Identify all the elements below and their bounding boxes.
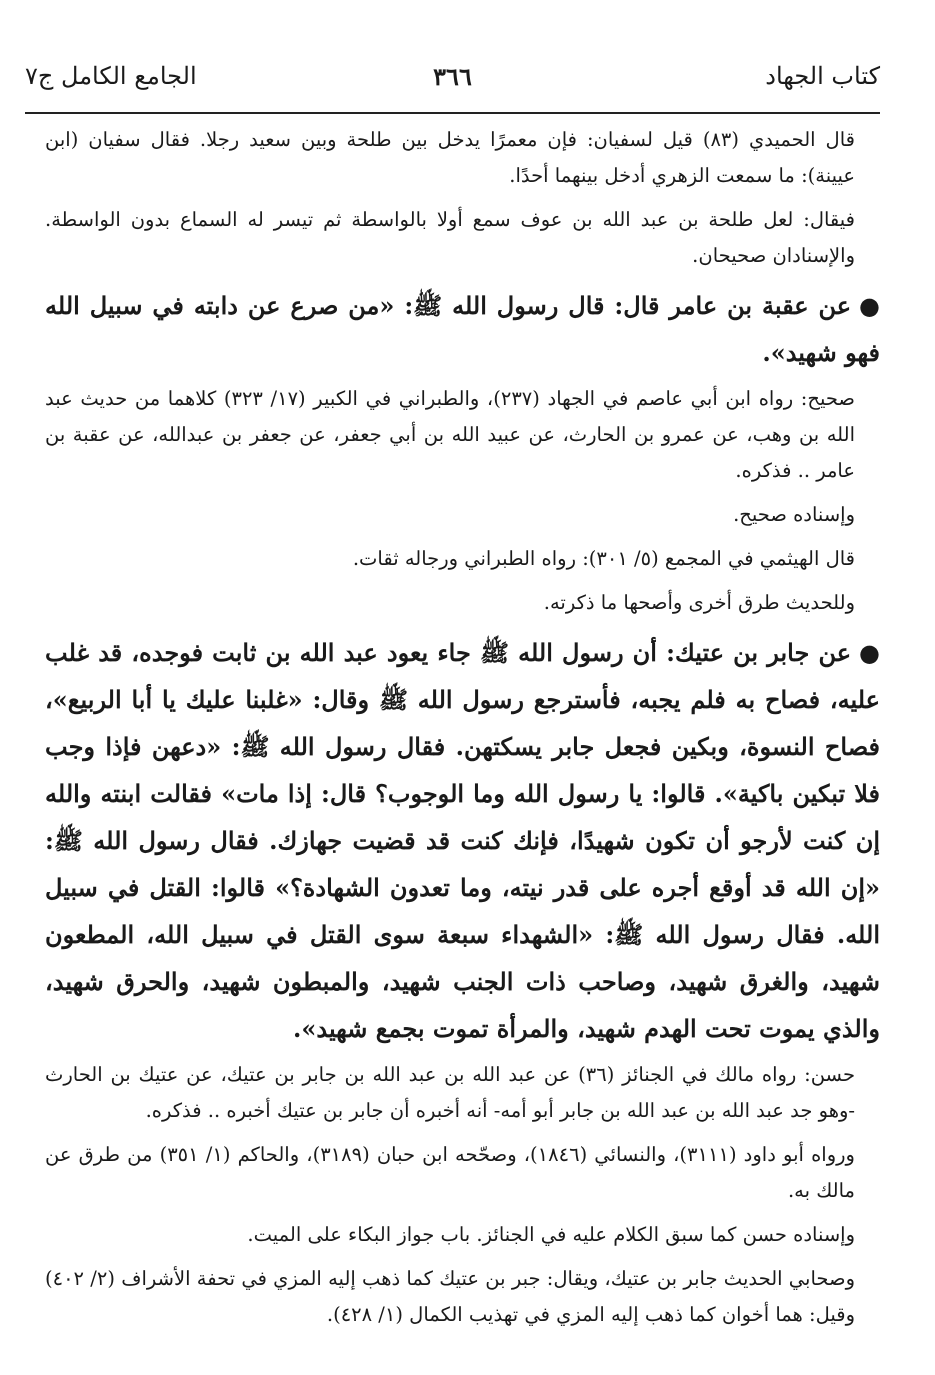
header-divider [25,112,880,114]
book-title: الجامع الكامل ج٧ [25,62,197,90]
paragraph-text: عن عقبة بن عامر قال: قال رسول الله ﷺ: «من صرع عن دابته في سبيل الله فهو شهيد». [45,291,880,367]
paragraph-text: صحيح: رواه ابن أبي عاصم في الجهاد (٢٣٧)، والطبراني في الكبير (١٧/ ٣٢٣) كلاهما من حديث عبد الله بن وهب، عن عمرو بن الحارث، عن عبيد الله بن أبي جعفر، عن جعفر بن عبدالله، عن عقبة بن عامر .. فذكره. [45,387,855,482]
paragraph [45,497,880,533]
paragraph [45,381,880,489]
paragraph-text: عن جابر بن عتيك: أن رسول الله ﷺ جاء يعود عبد الله بن ثابت فوجده، قد غلب عليه، فصاح به فلم يجبه، فأسترجع رسول الله ﷺ وقال: «غلبنا عليك يا أبا الربيع»، فصاح النسوة، وبكين فجعل جابر يسكتهن. فقال رسول الله ﷺ: «دعهن فإذا وجب فلا تبكين باكية». قالوا: يا رسول الله وما الوجوب؟ قال: إذا مات» فقالت ابنته والله إن كنت لأرجو أن تكون شهيدًا، فإنك كنت قد قضيت جهازك. فقال رسول الله ﷺ: «إن الله قد أوقع أجره على قدر نيته، وما تعدون الشهادة؟» قالوا: القتل في سبيل الله. فقال رسول الله ﷺ: «الشهداء سبعة سوى القتل في سبيل الله، المطعون شهيد، والغرق شهيد، وصاحب ذات الجنب شهيد، والمبطون شهيد، والحرق شهيد، والذي يموت تحت الهدم شهيد، والمرأة تموت بجمع شهيد». [45,638,880,1043]
paragraph-text: وللحديث طرق أخرى وأصحها ما ذكرته. [543,591,855,614]
page-body [45,122,880,1341]
hadith-paragraph [45,629,880,1052]
bullet-icon: ● [859,638,880,667]
paragraph-text: وإسناده صحيح. [733,503,855,526]
paragraph-text: فيقال: لعل طلحة بن عبد الله بن عوف سمع أولا بالواسطة ثم تيسر له السماع بدون الواسطة. والإسنادان صحيحان. [45,208,855,267]
hadith-paragraph [45,282,880,376]
paragraph-text: وإسناده حسن كما سبق الكلام عليه في الجنائز. باب جواز البكاء على الميت. [247,1223,855,1246]
paragraph [45,585,880,621]
paragraph-text: وصحابي الحديث جابر بن عتيك، ويقال: جبر بن عتيك كما ذهب إليه المزي في تحفة الأشراف (٢/ ٤٠٢) وقيل: هما أخوان كما ذهب إليه المزي في تهذيب الكمال (١/ ٤٢٨). [45,1267,855,1326]
page-number: ٣٦٦ [433,62,472,91]
paragraph [45,202,880,274]
paragraph [45,122,880,194]
paragraph-text: قال الهيثمي في المجمع (٥/ ٣٠١): رواه الطبراني ورجاله ثقات. [352,547,855,570]
paragraph-text: حسن: رواه مالك في الجنائز (٣٦) عن عبد الله بن عبد الله بن جابر بن عتيك، عن عتيك بن الحارث -وهو جد عبد الله بن عبد الله بن جابر أبو أمه- أنه أخبره أن جابر بن عتيك أخبره .. فذكره. [45,1063,855,1122]
bullet-icon: ● [859,291,880,320]
paragraph [45,1057,880,1129]
paragraph [45,541,880,577]
paragraph-text: قال الحميدي (٨٣) قيل لسفيان: فإن معمرًا يدخل بين طلحة وبين سعيد رجلا. فقال سفيان (ابن عيينة): ما سمعت الزهري أدخل بينهما أحدًا. [45,128,855,187]
paragraph [45,1137,880,1209]
paragraph-text: ورواه أبو داود (٣١١١)، والنسائي (١٨٤٦)، وصحّحه ابن حبان (٣١٨٩)، والحاكم (١/ ٣٥١) من طرق عن مالك به. [45,1143,855,1202]
paragraph [45,1261,880,1333]
paragraph [45,1217,880,1253]
page-header [25,62,880,102]
section-title: كتاب الجهاد [765,62,880,90]
